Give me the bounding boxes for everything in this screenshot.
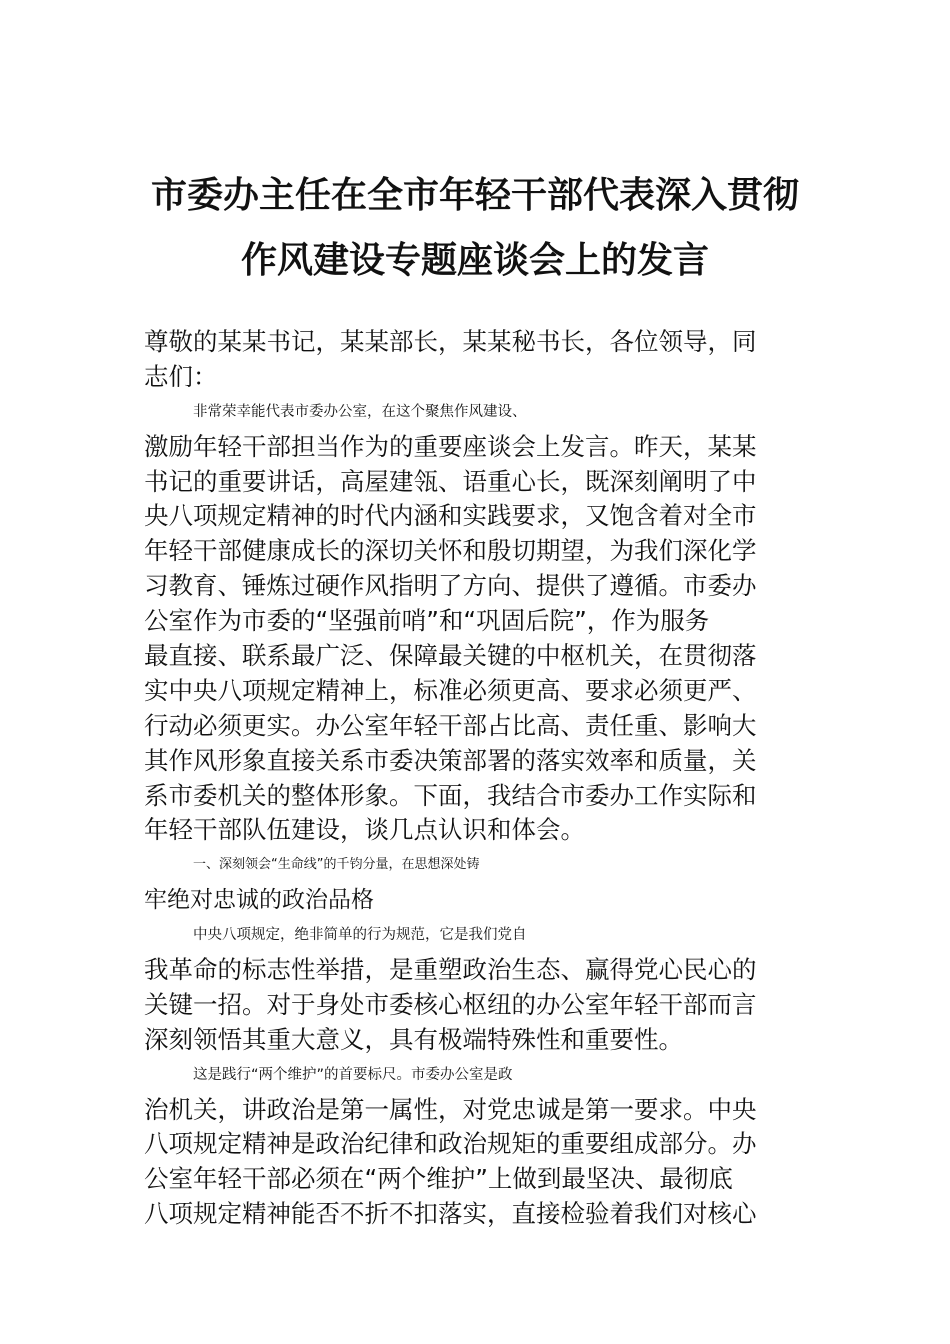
body-text-line: 系市委机关的整体形象。下面，我结合市委办工作实际和 (144, 780, 757, 810)
section-heading-line: 一、深刻领会“生命线”的千钧分量，在思想深处铸 (193, 857, 480, 873)
body-text-line: 其作风形象直接关系市委决策部署的落实效率和质量，关 (144, 745, 757, 775)
body-text-line: 我革命的标志性举措，是重塑政治生态、赢得党心民心的 (144, 955, 757, 985)
document-title-line-2: 作风建设专题座谈会上的发言 (240, 240, 709, 281)
body-text-line: 深刻领悟其重大意义，具有极端特殊性和重要性。 (144, 1024, 683, 1054)
section-heading-line: 牢绝对忠诚的政治品格 (144, 887, 374, 914)
body-text-line: 非常荣幸能代表市委办公室，在这个聚焦作风建设、 (193, 403, 527, 420)
body-text-line: 治机关，讲政治是第一属性，对党忠诚是第一要求。中央 (144, 1094, 757, 1124)
body-text-line: 公室作为市委的“坚强前哨”和“巩固后院”，作为服务 (144, 606, 710, 636)
body-text-line: 年轻干部健康成长的深切关怀和殷切期望，为我们深化学 (144, 536, 757, 566)
body-text-line: 八项规定精神能否不折不扣落实，直接检验着我们对核心 (144, 1199, 757, 1229)
body-text-line: 最直接、联系最广泛、保障最关键的中枢机关，在贯彻落 (144, 641, 757, 671)
body-text-line: 书记的重要讲话，高屋建瓴、语重心长，既深刻阐明了中 (144, 466, 757, 496)
body-text-line: 尊敬的某某书记，某某部长，某某秘书长，各位领导，同 (144, 327, 757, 356)
body-text-line: 公室年轻干部必须在“两个维护”上做到最坚决、最彻底 (144, 1164, 733, 1194)
body-text-line: 习教育、锤炼过硬作风指明了方向、提供了遵循。市委办 (144, 571, 757, 601)
body-text-line: 激励年轻干部担当作为的重要座谈会上发言。昨天，某某 (144, 431, 757, 461)
body-text-line: 八项规定精神是政治纪律和政治规矩的重要组成部分。办 (144, 1129, 757, 1159)
document-body (144, 325, 808, 1232)
body-text-line: 行动必须更实。办公室年轻干部占比高、责任重、影响大 (144, 710, 757, 740)
body-text-line: 这是践行“两个维护”的首要标尺。市委办公室是政 (193, 1066, 513, 1083)
body-text-line: 关键一招。对于身处市委核心枢纽的办公室年轻干部而言 (144, 989, 757, 1019)
body-text-line: 中央八项规定，绝非简单的行为规范，它是我们党自 (193, 927, 527, 944)
body-text-line: 央八项规定精神的时代内涵和实践要求，又饱含着对全市 (144, 501, 757, 531)
document-title-line-1: 市委办主任在全市年轻干部代表深入贯彻 (150, 175, 799, 216)
body-text-line: 志们： (144, 361, 218, 391)
body-text-line: 实中央八项规定精神上，标准必须更高、要求必须更严、 (144, 675, 757, 705)
body-text-line: 年轻干部队伍建设，谈几点认识和体会。 (144, 815, 585, 845)
